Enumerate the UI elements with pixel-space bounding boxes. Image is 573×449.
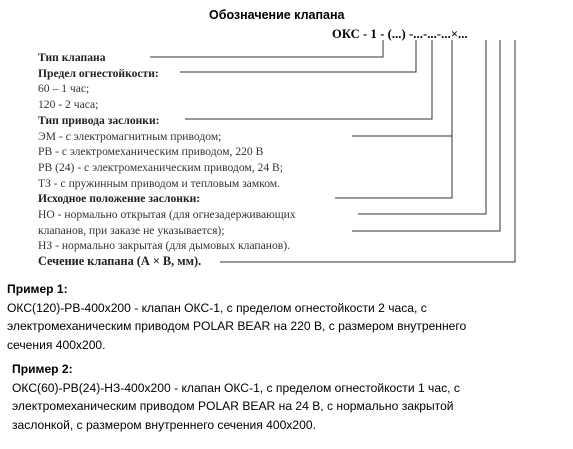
leader-line-fire-rating [180,40,416,72]
example-heading: Пример 2: [12,362,73,376]
page-title: Обозначение клапана [209,8,345,22]
legend-line: НО - нормально открытая (для огнезадерживающих [38,208,296,222]
legend-line: Предел огнестойкости: [38,66,159,80]
example-line: заслонкой, с размером внутреннего сечения 400х200. [12,417,316,432]
example-1 [7,280,466,354]
leader-line-section [220,40,515,262]
legend-line: ЭМ - с электромагнитным приводом; [38,129,222,143]
legend-line: 60 – 1 час; [38,82,90,96]
example-line: ОКС(60)-РВ(24)-НЗ-400х200 - клапан ОКС-1, с пределом огнестойкости 1 час, с [12,380,460,395]
example-line: ОКС(120)-РВ-400х200 - клапан ОКС-1, с пределом огнестойкости 2 часа, с [7,300,427,315]
example-line: электромеханическим приводом POLAR BEAR на 220 В, с размером внутреннего [7,319,467,333]
leader-line-damper-normally-open [358,40,486,214]
example-line: сечения 400х200. [7,337,106,352]
legend-line: РВ - с электромеханическим приводом, 220 В [38,145,264,159]
example-line: электромеханическим приводом POLAR BEAR на 24 В, с нормально закрытой [12,399,454,413]
legend-line: ТЗ - с пружинным приводом и тепловым замком. [38,176,281,190]
example-2 [12,360,460,434]
leader-line-drive-alt [352,40,452,136]
legend-line: Исходное положение заслонки: [38,192,201,206]
example-heading: Пример 1: [7,282,68,296]
designation-code: ОКС - 1 - (...) -...-...-...×... [332,27,468,41]
legend-line: НЗ - нормально закрытая (для дымовых клапанов). [38,239,291,253]
legend-line: Тип клапана [38,51,106,64]
legend-line: 120 - 2 часа; [38,98,99,112]
leader-line-type [150,40,383,57]
section-label: Сечение клапана (А × В, мм). [38,254,202,269]
leader-line-drive [185,40,432,119]
legend-line: Тип привода заслонки: [38,113,160,127]
legend-line: клапанов, при заказе не указывается); [38,223,225,237]
legend-line: РВ (24) - с электромеханическим приводом, 24 В; [38,160,283,174]
